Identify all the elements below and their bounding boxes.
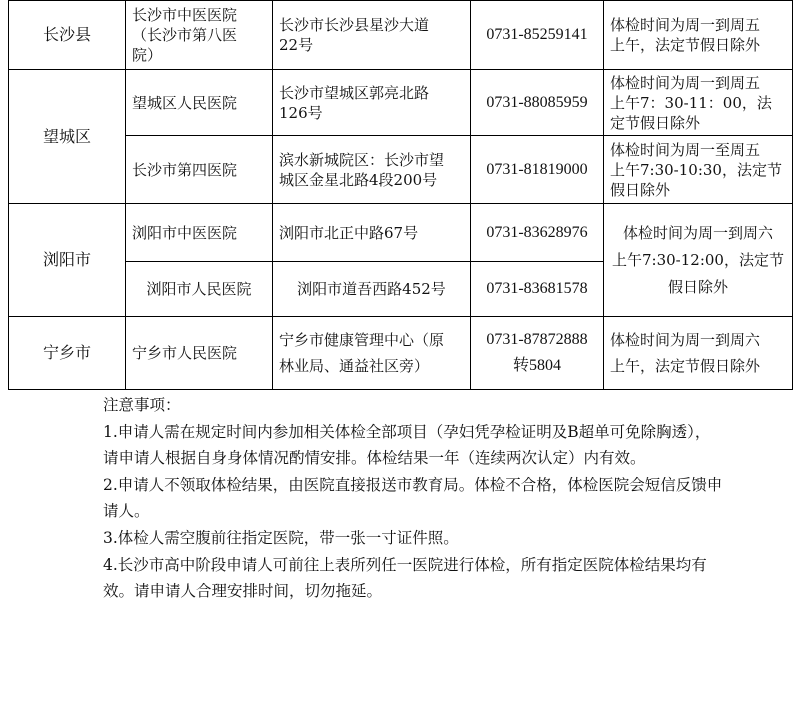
hospital-cell: 长沙市第四医院: [126, 136, 273, 204]
district-cell: 长沙县: [9, 1, 126, 70]
table-row: [9, 1, 793, 70]
hospital-cell: 宁乡市人民医院: [126, 317, 273, 390]
table-row: [9, 70, 793, 136]
hospital-cell: 长沙市中医医院 （长沙市第八医 院）: [126, 1, 273, 70]
phone-cell: 0731-88085959: [471, 70, 604, 136]
phone-cell: 0731-83628976: [471, 204, 604, 262]
notes-section: [103, 392, 723, 605]
time-cell: 体检时间为周一到周六 上午，法定节假日除外: [604, 317, 793, 390]
note-item: 1.申请人需在规定时间内参加相关体检全部项目（孕妇凭孕检证明及B超单可免除胸透），请申请人根据自身身体情况酌情安排。体检结果一年（连续两次认定）内有效。: [103, 422, 711, 468]
hospital-cell: 望城区人民医院: [126, 70, 273, 136]
time-cell: 体检时间为周一至周五 上午7:30-10:30，法定节 假日除外: [604, 136, 793, 204]
address-cell: 滨水新城院区：长沙市望 城区金星北路4段200号: [273, 136, 471, 204]
time-cell: 体检时间为周一到周五 上午7：30-11：00，法 定节假日除外: [604, 70, 793, 136]
address-cell: 浏阳市道吾西路452号: [273, 262, 471, 317]
table-row: [9, 317, 793, 390]
time-cell: 体检时间为周一到周六 上午7:30-12:00，法定节 假日除外: [604, 204, 793, 317]
phone-cell: 0731-85259141: [471, 1, 604, 70]
district-cell: 宁乡市: [9, 317, 126, 390]
address-cell: 长沙市长沙县星沙大道 22号: [273, 1, 471, 70]
phone-cell: 0731-87872888 转5804: [471, 317, 604, 390]
phone-cell: 0731-83681578: [471, 262, 604, 317]
hospital-cell: 浏阳市中医医院: [126, 204, 273, 262]
district-cell: 浏阳市: [9, 204, 126, 317]
hospital-cell: 浏阳市人民医院: [126, 262, 273, 317]
table-row: [9, 204, 793, 262]
note-item: 3.体检人需空腹前往指定医院，带一张一寸证件照。: [103, 528, 459, 547]
note-item: 4.长沙市高中阶段申请人可前往上表所列任一医院进行体检，所有指定医院体检结果均有效。请申请人合理安排时间，切勿拖延。: [103, 555, 707, 601]
note-item: 2.申请人不领取体检结果，由医院直接报送市教育局。体检不合格，体检医院会短信反馈申请人。: [103, 475, 723, 521]
address-cell: 浏阳市北正中路67号: [273, 204, 471, 262]
address-cell: 长沙市望城区郭亮北路 126号: [273, 70, 471, 136]
address-cell: 宁乡市健康管理中心（原 林业局、通益社区旁）: [273, 317, 471, 390]
table-row: [9, 136, 793, 204]
phone-cell: 0731-81819000: [471, 136, 604, 204]
notes-heading: 注意事项：: [103, 396, 181, 414]
time-cell: 体检时间为周一到周五 上午，法定节假日除外: [604, 1, 793, 70]
hospital-table: [8, 0, 793, 390]
district-cell: 望城区: [9, 70, 126, 204]
